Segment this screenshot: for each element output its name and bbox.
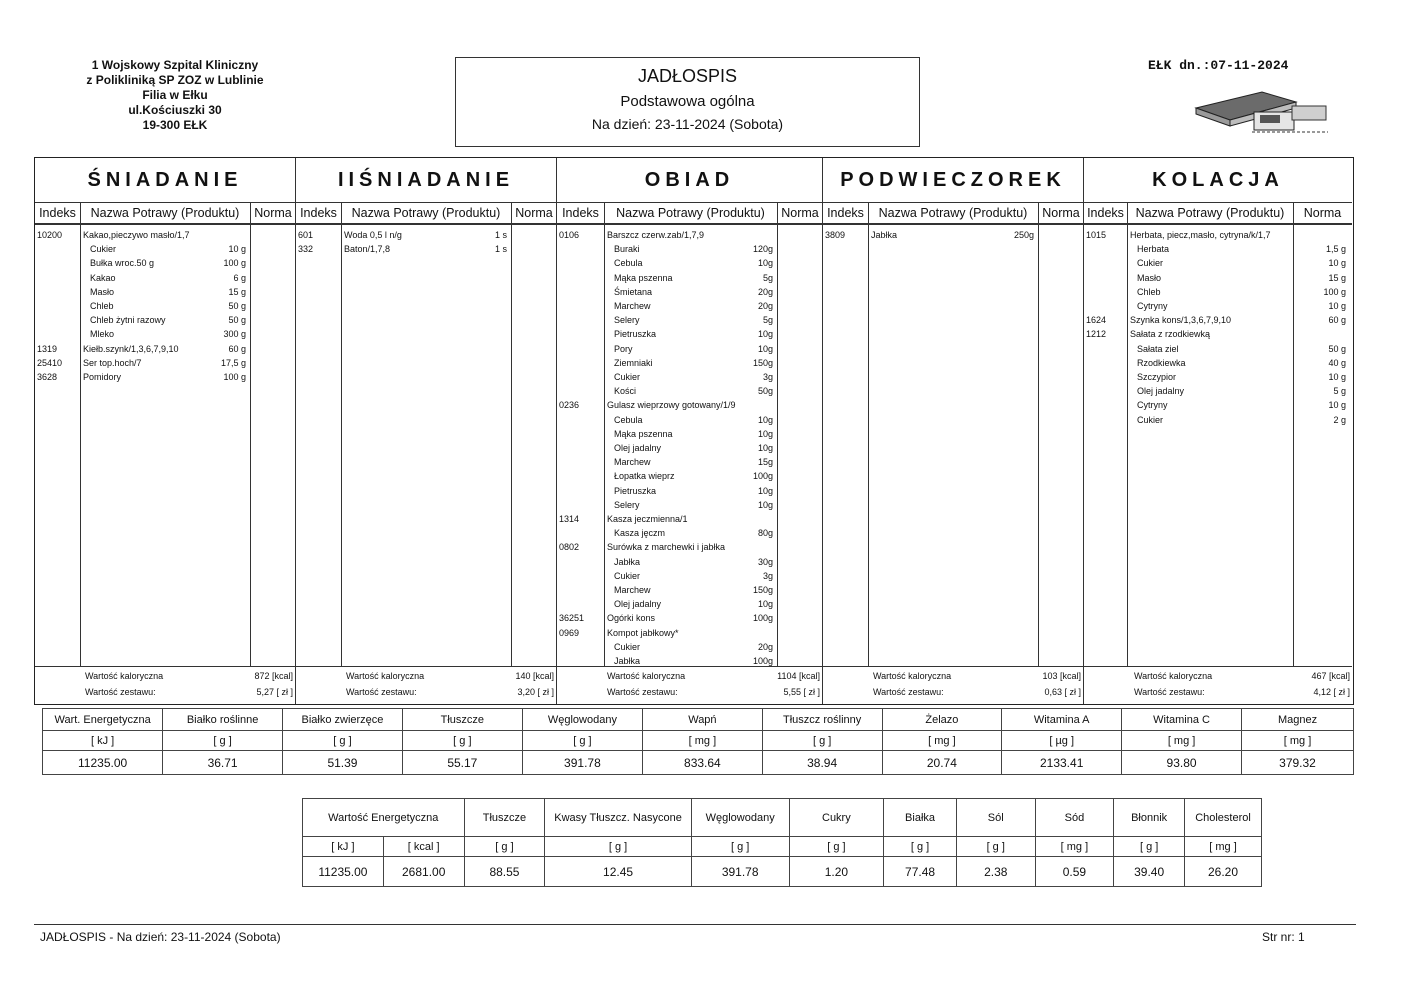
menu-date: Na dzień: 23-11-2024 (Sobota) <box>591 116 784 132</box>
nutrient-value: 26.20 <box>1185 857 1262 887</box>
nutrient-unit: [ g ] <box>956 837 1035 857</box>
item-norm: 60 g <box>228 343 246 354</box>
ingredient-name: Cukier <box>1137 258 1164 269</box>
nutrient-value: 11235.00 <box>303 857 384 887</box>
item-norm: 100g <box>752 471 773 482</box>
calorie-label: Wartość kaloryczna <box>1134 671 1213 681</box>
calorie-value: 1104 [kcal] <box>777 671 820 681</box>
ingredient-name: Mąka pszenna <box>614 428 673 439</box>
nutrient-header: Białko zwierzęce <box>282 709 402 731</box>
cost-label: Wartość zestawu: <box>873 687 944 697</box>
ingredient-name: Szczypior <box>1137 372 1177 382</box>
item-norm: 10g <box>757 485 773 496</box>
ingredient-name: Jabłka <box>614 556 641 567</box>
item-norm: 15 g <box>1328 272 1346 283</box>
item-norm: 3g <box>762 372 773 382</box>
nutrient-value: 2.38 <box>956 857 1035 887</box>
nutrient-header: Tłuszcze <box>402 709 522 731</box>
item-index: 1314 <box>559 514 580 524</box>
item-norm: 250g <box>1013 230 1034 240</box>
nutrient-value: 11235.00 <box>43 751 163 775</box>
dish-name: Surówka z marchewki i jabłka <box>607 542 726 553</box>
nutrient-header: Węglowodany <box>522 709 642 731</box>
nutrient-value: 391.78 <box>522 751 642 775</box>
title-box <box>455 57 920 147</box>
column-divider <box>777 202 778 667</box>
ingredient-name: Kakao <box>90 272 116 283</box>
nutrient-unit: [ mg ] <box>882 731 1002 751</box>
nutrient-value: 51.39 <box>282 751 402 775</box>
meal-column <box>823 158 1084 704</box>
cost-value: 4,12 [ zł ] <box>1313 687 1350 697</box>
item-norm: 80g <box>757 528 773 539</box>
ingredient-name: Marchew <box>614 457 651 468</box>
column-header-norm: Norma <box>250 202 296 224</box>
cost-value: 3,20 [ zł ] <box>517 687 554 697</box>
item-norm: 10g <box>757 343 773 354</box>
item-norm: 50 g <box>1328 343 1346 354</box>
hospital-line: 1 Wojskowy Szpital Kliniczny <box>91 58 259 72</box>
dish-name: Szynka kons/1,3,6,7,9,10 <box>1130 315 1232 326</box>
column-header-index: Indeks <box>35 202 80 224</box>
ingredient-name: Buraki <box>614 244 640 255</box>
nutrient-header: Wart. Energetyczna <box>43 709 163 731</box>
dish-name: Kompot jabłkowy* <box>607 627 679 638</box>
ingredient-name: Marchew <box>614 585 651 595</box>
nutrient-header: Błonnik <box>1114 799 1185 837</box>
calorie-value: 872 [kcal] <box>254 671 293 681</box>
calorie-label: Wartość kaloryczna <box>607 671 686 681</box>
meal-column <box>35 158 296 704</box>
calorie-label: Wartość kaloryczna <box>346 671 425 681</box>
ingredient-name: Rzodkiewka <box>1137 357 1186 368</box>
item-norm: 100 g <box>1323 286 1346 297</box>
item-norm: 300 g <box>223 329 246 340</box>
ingredient-name: Śmietana <box>614 286 653 297</box>
diet-name: Podstawowa ogólna <box>620 93 755 110</box>
ingredient-name: Cebula <box>614 258 643 269</box>
column-divider <box>604 202 605 667</box>
nutrient-unit: [ g ] <box>762 731 882 751</box>
nutrient-header: Białko roślinne <box>163 709 283 731</box>
nutrient-header: Cholesterol <box>1185 799 1262 837</box>
item-norm <box>717 626 773 640</box>
ingredient-name: Cukier <box>90 244 117 255</box>
nutrient-unit: [ g ] <box>789 837 884 857</box>
hospital-address <box>40 58 310 133</box>
item-norm: 15 g <box>228 286 246 297</box>
item-norm: 1,5 g <box>1325 244 1346 255</box>
item-index: 1015 <box>1086 230 1107 240</box>
dish-name: Gulasz wieprzowy gotowany/1/9 <box>607 400 736 411</box>
nutrient-value: 833.64 <box>643 751 763 775</box>
column-header-index: Indeks <box>1084 202 1127 224</box>
column-header-norm: Norma <box>1293 202 1352 224</box>
column-header-name: Nazwa Potrawy (Produktu) <box>1127 202 1293 224</box>
nutrient-value: 20.74 <box>882 751 1002 775</box>
ingredient-name: Kasza jęczm <box>614 528 666 539</box>
nutrient-value: 88.55 <box>464 857 545 887</box>
item-norm <box>717 398 773 412</box>
nutrition-table-1 <box>42 708 1354 775</box>
nutrient-unit: [ g ] <box>163 731 283 751</box>
cost-label: Wartość zestawu: <box>607 687 678 697</box>
nutrient-value: 36.71 <box>163 751 283 775</box>
ingredient-name: Cebula <box>614 414 643 425</box>
item-norm: 10 g <box>1328 400 1346 411</box>
item-norm: 10g <box>757 443 773 453</box>
item-norm: 10g <box>757 329 773 340</box>
item-norm: 17,5 g <box>220 357 246 368</box>
item-norm: 2 g <box>1333 414 1346 425</box>
nutrient-header: Tłuszcze <box>464 799 545 837</box>
item-norm: 10g <box>757 499 773 510</box>
cost-label: Wartość zestawu: <box>1134 687 1205 697</box>
item-norm: 5g <box>762 272 773 283</box>
item-index: 1319 <box>37 343 58 354</box>
item-norm: 10 g <box>1328 258 1346 269</box>
nutrient-header: Witamina A <box>1002 709 1122 731</box>
nutrient-unit: [ g ] <box>282 731 402 751</box>
item-norm: 20g <box>757 641 773 652</box>
ingredient-name: Cytryny <box>1137 301 1168 311</box>
nutrient-header: Wapń <box>643 709 763 731</box>
nutrient-unit: [ mg ] <box>643 731 763 751</box>
hospital-line: 19-300 EŁK <box>142 118 208 132</box>
column-divider <box>250 202 251 667</box>
column-header-norm: Norma <box>511 202 557 224</box>
item-index: 0802 <box>559 542 580 553</box>
dish-name: Barszcz czerw.zab/1,7,9 <box>607 230 705 240</box>
ingredient-name: Masło <box>90 286 115 297</box>
item-norm: 10 g <box>1328 372 1346 382</box>
item-norm: 5 g <box>1333 386 1346 397</box>
document-title: JADŁOSPIS <box>637 66 738 86</box>
cost-value: 0,63 [ zł ] <box>1044 687 1081 697</box>
item-norm: 150g <box>752 585 773 595</box>
calorie-value: 467 [kcal] <box>1311 671 1350 681</box>
ingredient-name: Chleb żytni razowy <box>90 315 166 326</box>
item-norm: 15g <box>757 457 773 468</box>
item-index: 1624 <box>1086 315 1107 326</box>
nutrient-value: 379.32 <box>1242 751 1354 775</box>
nutrient-value: 2133.41 <box>1002 751 1122 775</box>
item-norm: 40 g <box>1328 357 1346 368</box>
item-norm <box>1253 327 1346 341</box>
dish-name: Woda 0,5 l n/g <box>344 230 402 240</box>
meal-title: OBIAD <box>557 158 822 203</box>
ingredient-name: Olej jadalny <box>614 443 662 453</box>
column-header-name: Nazwa Potrawy (Produktu) <box>80 202 250 224</box>
ingredient-name: Herbata <box>1137 244 1170 255</box>
dish-name: Ogórki kons <box>607 613 656 624</box>
item-norm <box>717 512 773 526</box>
dish-name: Kakao,pieczywo masło/1,7 <box>83 230 190 240</box>
nutrient-value: 38.94 <box>762 751 882 775</box>
item-norm: 100 g <box>223 372 246 382</box>
ingredient-name: Ziemniaki <box>614 357 653 368</box>
footer-page-number: Str nr: 1 <box>1262 930 1305 944</box>
nutrient-value: 55.17 <box>402 751 522 775</box>
nutrient-unit: [ g ] <box>522 731 642 751</box>
column-header-name: Nazwa Potrawy (Produktu) <box>341 202 511 224</box>
meal-title: KOLACJA <box>1084 158 1352 203</box>
ingredient-name: Marchew <box>614 301 651 311</box>
item-norm: 60 g <box>1328 315 1346 326</box>
dish-name: Pomidory <box>83 372 122 382</box>
dish-name: Kiełb.szynk/1,3,6,7,9,10 <box>83 343 179 354</box>
item-norm <box>717 228 773 242</box>
nutrient-header: Węglowodany <box>691 799 789 837</box>
nutrient-unit: [ g ] <box>464 837 545 857</box>
meal-column <box>557 158 823 704</box>
column-divider <box>1038 202 1039 667</box>
book-computer-icon <box>1192 86 1332 136</box>
column-header-index: Indeks <box>823 202 868 224</box>
calorie-value: 140 [kcal] <box>515 671 554 681</box>
item-norm: 100 g <box>223 258 246 269</box>
ingredient-name: Sałata ziel <box>1137 343 1179 354</box>
item-norm: 3g <box>762 570 773 581</box>
hospital-line: ul.Kościuszki 30 <box>128 103 222 117</box>
nutrient-unit: [ mg ] <box>1242 731 1354 751</box>
nutrient-header: Witamina C <box>1122 709 1242 731</box>
nutrient-value: 0.59 <box>1035 857 1114 887</box>
ingredient-name: Cytryny <box>1137 400 1168 411</box>
cost-label: Wartość zestawu: <box>85 687 156 697</box>
column-header-index: Indeks <box>557 202 604 224</box>
ingredient-name: Mleko <box>90 329 115 340</box>
item-index: 10200 <box>37 230 63 240</box>
item-norm <box>190 228 246 242</box>
item-norm: 10 g <box>1328 301 1346 311</box>
footer-rule <box>34 924 1356 925</box>
nutrient-unit: [ g ] <box>691 837 789 857</box>
nutrient-value: 93.80 <box>1122 751 1242 775</box>
nutrition-table-2 <box>302 798 1262 887</box>
ingredient-name: Selery <box>614 315 640 326</box>
ingredient-name: Pietruszka <box>614 329 657 340</box>
ingredient-name: Olej jadalny <box>614 599 662 610</box>
item-norm <box>1253 228 1346 242</box>
ingredient-name: Mąka pszenna <box>614 272 673 283</box>
nutrient-header: Sól <box>956 799 1035 837</box>
meal-title: PODWIECZOREK <box>823 158 1083 203</box>
nutrient-header: Żelazo <box>882 709 1002 731</box>
nutrient-unit: [ mg ] <box>1122 731 1242 751</box>
item-index: 25410 <box>37 357 63 368</box>
nutrient-unit: [ g ] <box>402 731 522 751</box>
item-norm: 50g <box>757 386 773 397</box>
ingredient-name: Pory <box>614 343 633 354</box>
ingredient-name: Cukier <box>614 570 641 581</box>
nutrient-unit: [ kJ ] <box>43 731 163 751</box>
nutrient-header: Wartość Energetyczna <box>303 799 465 837</box>
nutrient-value: 2681.00 <box>383 857 464 887</box>
nutrient-header: Tłuszcz roślinny <box>762 709 882 731</box>
dish-name: Kasza jeczmienna/1 <box>607 514 688 524</box>
item-index: 0106 <box>559 230 580 240</box>
item-norm: 10g <box>757 428 773 439</box>
nutrient-header: Kwasy Tłuszcz. Nasycone <box>545 799 691 837</box>
meal-title: IIŚNIADANIE <box>296 158 556 203</box>
column-divider <box>1127 202 1128 667</box>
dish-name: Ser top.hoch/7 <box>83 357 142 368</box>
item-index: 3809 <box>825 230 846 240</box>
column-divider <box>341 202 342 667</box>
column-header-index: Indeks <box>296 202 341 224</box>
item-index: 1212 <box>1086 329 1107 340</box>
nutrient-value: 12.45 <box>545 857 691 887</box>
item-norm: 5g <box>762 315 773 326</box>
meal-title: ŚNIADANIE <box>35 158 295 203</box>
ingredient-name: Jabłka <box>614 656 641 666</box>
column-header-norm: Norma <box>777 202 823 224</box>
dish-name: Herbata, piecz,masło, cytryna/k/1,7 <box>1130 230 1271 240</box>
column-header-name: Nazwa Potrawy (Produktu) <box>868 202 1038 224</box>
nutrient-header: Sód <box>1035 799 1114 837</box>
column-divider <box>80 202 81 667</box>
dish-name: Baton/1,7,8 <box>344 244 391 255</box>
issue-date: EŁK dn.:07-11-2024 <box>1148 58 1289 73</box>
nutrient-unit: [ g ] <box>545 837 691 857</box>
item-index: 36251 <box>559 613 585 624</box>
nutrient-unit: [ mg ] <box>1185 837 1262 857</box>
item-norm: 50 g <box>228 315 246 326</box>
hospital-line: z Polikliniką SP ZOZ w Lublinie <box>86 73 264 87</box>
item-index: 3628 <box>37 372 58 382</box>
item-norm: 100g <box>752 656 773 666</box>
item-norm: 1 s <box>494 230 507 240</box>
meal-column <box>1084 158 1352 704</box>
item-index: 332 <box>298 244 314 255</box>
column-header-name: Nazwa Potrawy (Produktu) <box>604 202 777 224</box>
nutrient-unit: [ g ] <box>884 837 957 857</box>
nutrient-unit: [ µg ] <box>1002 731 1122 751</box>
nutrient-unit: [ kJ ] <box>303 837 384 857</box>
item-norm: 100g <box>752 613 773 624</box>
item-norm: 120g <box>752 244 773 255</box>
ingredient-name: Olej jadalny <box>1137 386 1185 397</box>
item-norm: 10g <box>757 414 773 425</box>
item-norm <box>717 540 773 554</box>
nutrient-header: Białka <box>884 799 957 837</box>
item-norm: 10 g <box>228 244 246 255</box>
cost-value: 5,27 [ zł ] <box>256 687 293 697</box>
cost-label: Wartość zestawu: <box>346 687 417 697</box>
footer-left: JADŁOSPIS - Na dzień: 23-11-2024 (Sobota) <box>40 930 281 944</box>
calorie-label: Wartość kaloryczna <box>85 671 164 681</box>
ingredient-name: Kości <box>614 386 637 397</box>
nutrient-value: 77.48 <box>884 857 957 887</box>
item-norm: 20g <box>757 301 773 311</box>
item-index: 0236 <box>559 400 580 411</box>
ingredient-name: Łopatka wieprz <box>614 471 675 482</box>
cost-value: 5,55 [ zł ] <box>783 687 820 697</box>
item-norm: 50 g <box>228 301 246 311</box>
nutrient-unit: [ mg ] <box>1035 837 1114 857</box>
nutrient-unit: [ g ] <box>1114 837 1185 857</box>
menu-table <box>34 157 1354 705</box>
item-norm: 30g <box>757 556 773 567</box>
item-norm: 150g <box>752 357 773 368</box>
column-header-norm: Norma <box>1038 202 1084 224</box>
ingredient-name: Chleb <box>1137 286 1161 297</box>
calorie-label: Wartość kaloryczna <box>873 671 952 681</box>
ingredient-name: Chleb <box>90 301 114 311</box>
ingredient-name: Cukier <box>1137 414 1164 425</box>
column-divider <box>868 202 869 667</box>
dish-name: Sałata z rzodkiewką <box>1130 329 1211 340</box>
nutrient-header: Magnez <box>1242 709 1354 731</box>
nutrient-unit: [ kcal ] <box>383 837 464 857</box>
ingredient-name: Masło <box>1137 272 1162 283</box>
ingredient-name: Pietruszka <box>614 485 657 496</box>
item-norm: 6 g <box>233 272 246 283</box>
nutrient-header: Cukry <box>789 799 884 837</box>
meal-column <box>296 158 557 704</box>
nutrient-value: 391.78 <box>691 857 789 887</box>
item-norm: 20g <box>757 286 773 297</box>
hospital-line: Filia w Ełku <box>142 88 208 102</box>
dish-name: Jabłka <box>871 230 898 240</box>
ingredient-name: Selery <box>614 499 640 510</box>
nutrient-value: 39.40 <box>1114 857 1185 887</box>
item-index: 0969 <box>559 627 580 638</box>
item-norm: 10g <box>757 599 773 610</box>
ingredient-name: Cukier <box>614 372 641 382</box>
ingredient-name: Cukier <box>614 641 641 652</box>
item-norm: 1 s <box>494 244 507 255</box>
item-norm: 10g <box>757 258 773 269</box>
nutrient-value: 1.20 <box>789 857 884 887</box>
ingredient-name: Bułka wroc.50 g <box>90 258 155 269</box>
item-index: 601 <box>298 230 314 240</box>
calorie-value: 103 [kcal] <box>1042 671 1081 681</box>
column-divider <box>511 202 512 667</box>
